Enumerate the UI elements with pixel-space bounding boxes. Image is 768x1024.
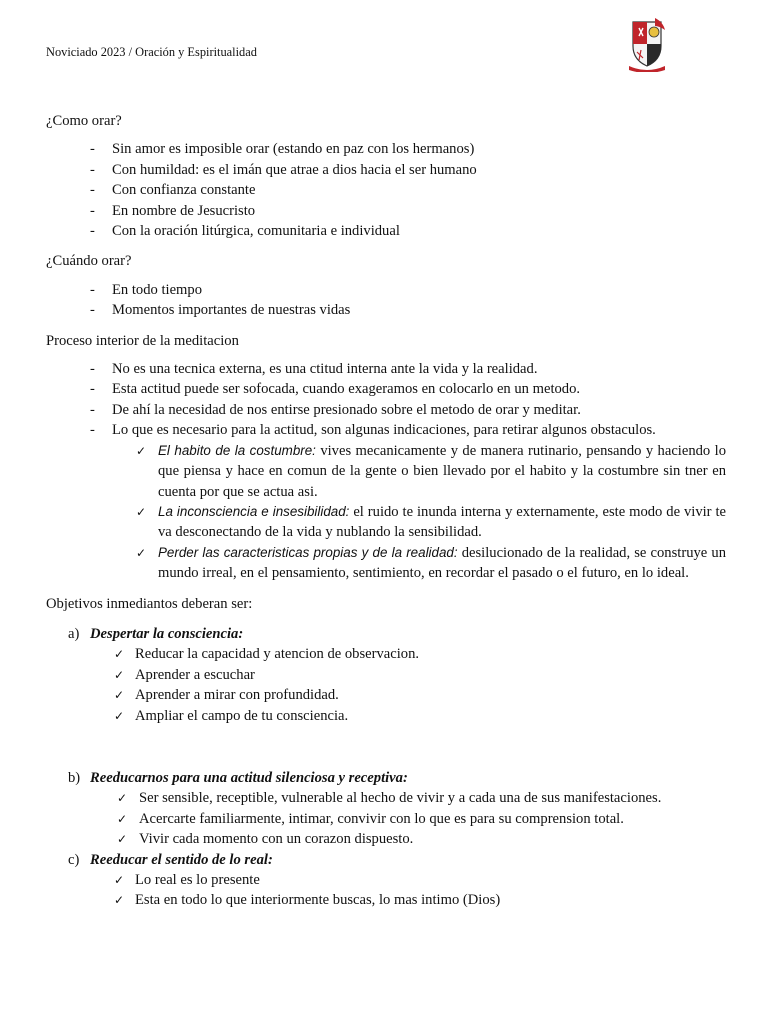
checkmark-icon: ✓ [114, 873, 125, 887]
list-item: - Con humildad: es el imán que atrae a dios hacia el ser humano [46, 160, 726, 180]
list-obstaculos [46, 441, 726, 584]
list-item: ✓ Acercarte familiarmente, intimar, convivir con lo que es para su comprension total. [46, 809, 726, 829]
list-objective-a [46, 644, 726, 726]
checkmark-icon: ✓ [117, 832, 128, 847]
objective-letter: a) [68, 625, 80, 642]
list-cuando-orar [46, 280, 726, 321]
list-item: - No es una tecnica externa, es una ctitud interna ante la vida y la realidad. [46, 359, 726, 379]
dash-icon: - [90, 161, 95, 178]
checkmark-icon: ✓ [136, 545, 147, 560]
list-item: - Con confianza constante [46, 180, 726, 200]
heading-cuando-orar: ¿Cuándo orar? [46, 253, 132, 270]
list-item: ✓ Esta en todo lo que interiormente buscas, lo mas intimo (Dios) [46, 890, 726, 910]
objective-b [46, 768, 726, 850]
page-header: Noviciado 2023 / Oración y Espiritualidad [46, 45, 257, 59]
list-item: - Esta actitud puede ser sofocada, cuando exageramos en colocarlo en un metodo. [46, 379, 726, 399]
heading-objetivos: Objetivos inmediantos deberan ser: [46, 595, 253, 612]
checkmark-icon: ✓ [114, 708, 125, 723]
checkmark-icon: ✓ [136, 443, 147, 458]
term: El habito de la costumbre: [158, 442, 316, 458]
list-item: - Con la oración litúrgica, comunitaria e individual [46, 221, 726, 241]
term: Perder las caracteristicas propias y de la realidad: [158, 544, 458, 560]
list-item: - Lo que es necesario para la actitud, son algunas indicaciones, para retirar algunos obstaculos. ✓ El habito de la costumbre: vives mecanicamente y de manera rutinario, pensando y haciendo lo que piensa y hace en comun de la gente o bien llevado por el habito y la costumbre sin tner en cuenta por que se actua asi. ✓ La inconsciencia e insesibilidad: el ruido te inunda interna y externamente, este modo de vivir te va desconectando de la vida y nublando la sensibilidad. ✓ Perder las caracteristicas propias y de la realidad: desilucionado de la realidad, se construye un mundo irreal, en el pensamiento, sentimiento, en recordar el pasado o el futuro, en lo ideal. [46, 420, 726, 583]
checkmark-icon: ✓ [114, 893, 125, 908]
dash-icon: - [90, 223, 95, 240]
list-item: ✓ Perder las caracteristicas propias y de la realidad: desilucionado de la realidad, se construye un mundo irreal, en el pensamiento, sentimiento, en recordar el pasado o el futuro, en lo ideal. [136, 544, 726, 582]
list-item: ✓ El habito de la costumbre: vives mecanicamente y de manera rutinario, pensando y haciendo lo que piensa y hace en comun de la gente o bien llevado por el habito y la costumbre sin tner en cuenta por que se actua asi. [136, 442, 726, 500]
objective-title: Reeducar el sentido de lo real: [90, 851, 273, 868]
list-item: ✓ Lo real es lo presente [46, 870, 726, 890]
term: La inconsciencia e insesibilidad: [158, 503, 350, 519]
dash-icon: - [90, 141, 95, 158]
dash-icon: - [90, 302, 95, 319]
objective-title: Reeducarnos para una actitud silenciosa y receptiva: [90, 769, 408, 786]
list-item: - En nombre de Jesucristo [46, 201, 726, 221]
list-item: ✓ Aprender a mirar con profundidad. [46, 685, 726, 705]
list-item: - Momentos importantes de nuestras vidas [46, 300, 726, 320]
objective-letter: c) [68, 851, 80, 868]
document-body [46, 111, 726, 911]
list-proceso-interior [46, 359, 726, 583]
objective-title: Despertar la consciencia: [90, 625, 244, 642]
dash-icon: - [90, 281, 95, 298]
dash-icon: - [90, 401, 95, 418]
checkmark-icon: ✓ [114, 667, 125, 682]
heading-como-orar: ¿Como orar? [46, 113, 122, 129]
checkmark-icon: ✓ [114, 647, 125, 662]
checkmark-icon: ✓ [117, 811, 128, 826]
objective-a [46, 624, 726, 726]
dash-icon: - [90, 381, 95, 398]
list-item: - De ahí la necesidad de nos entirse presionado sobre el metodo de orar y meditar. [46, 400, 726, 420]
list-item: ✓ Aprender a escuchar [46, 665, 726, 685]
list-item: - Sin amor es imposible orar (estando en paz con los hermanos) [46, 139, 726, 159]
objective-c [46, 850, 726, 911]
list-item: ✓ Ser sensible, receptible, vulnerable al hecho de vivir y a cada una de sus manifestaciones. [46, 788, 726, 808]
list-como-orar [46, 139, 726, 241]
list-item: ✓ Ampliar el campo de tu consciencia. [46, 706, 726, 726]
objective-letter: b) [68, 769, 81, 786]
list-item: ✓ Reducar la capacidad y atencion de observacion. [46, 644, 726, 664]
checkmark-icon: ✓ [114, 688, 125, 703]
checkmark-icon: ✓ [117, 791, 128, 806]
dash-icon: - [90, 182, 95, 199]
list-objective-c [46, 870, 726, 911]
list-item: ✓ Vivir cada momento con un corazon dispuesto. [46, 829, 726, 849]
dash-icon: - [90, 361, 95, 378]
crest-logo-icon [625, 16, 669, 72]
dash-icon: - [90, 422, 95, 439]
dash-icon: - [90, 202, 95, 219]
heading-proceso-interior: Proceso interior de la meditacion [46, 332, 239, 349]
list-item: - En todo tiempo [46, 280, 726, 300]
list-objective-b [46, 788, 726, 849]
list-item: ✓ La inconsciencia e insesibilidad: el ruido te inunda interna y externamente, este modo de vivir te va desconectando de la vida y nublando la sensibilidad. [136, 503, 726, 541]
checkmark-icon: ✓ [136, 504, 147, 519]
